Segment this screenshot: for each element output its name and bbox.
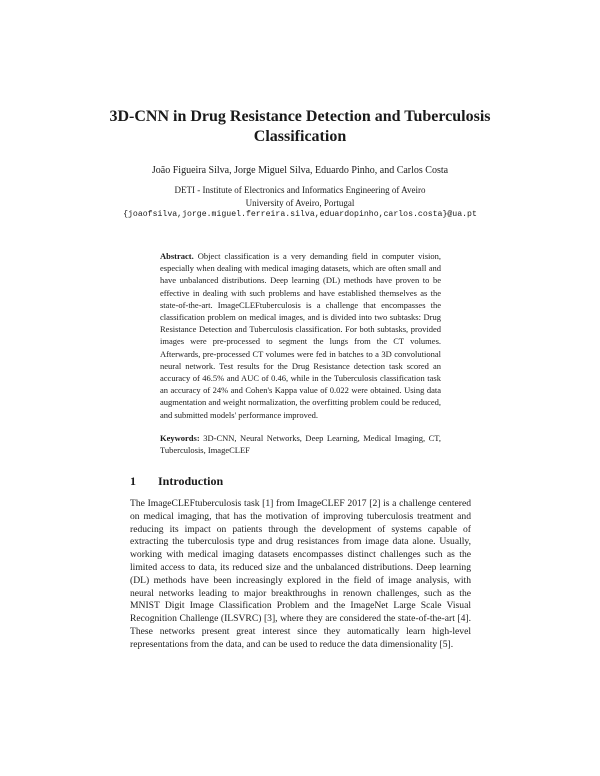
paper-title: 3D-CNN in Drug Resistance Detection and Tuberculosis Classification [109, 108, 491, 145]
abstract [160, 250, 441, 421]
keywords [160, 432, 441, 456]
abstract-label: Abstract. [160, 251, 194, 261]
affiliation-university: University of Aveiro, Portugal [245, 197, 355, 208]
author-emails: {joaofsilva,jorge.miguel.ferreira.silva,eduardopinho,carlos.costa}@ua.pt [123, 210, 477, 219]
section-number: 1 [130, 474, 136, 488]
introduction-paragraph: The ImageCLEFtuberculosis task [1] from ImageCLEF 2017 [2] is a challenge centered on medical imaging, that has the motivation of improving tuberculosis treatment and reducing its impact on patients through the development of systems capable of extracting the tuberculosis type and drug resistances from image data alone. Usually, working with medical imaging datasets encompasses distinct challenges such as the limited access to data, its reduced size and the unbalanced distributions. Deep learning (DL) methods have been increasingly explored in the field of image analysis, with neural networks leading to major breakthroughs in renown challenges, such as the MNIST Digit Image Classification Problem and the ImageNet Large Scale Visual Recognition Challenge (ILSVRC) [3], where they are considered the state-of-the-art [4]. These networks present great interest since they automatically learn high-level representations from the data, and can be used to reduce the data dimensionality [5]. [130, 498, 471, 650]
author-list: João Figueira Silva, Jorge Miguel Silva, Eduardo Pinho, and Carlos Costa [151, 165, 449, 176]
section-title: Introduction [158, 474, 224, 488]
keywords-text: 3D-CNN, Neural Networks, Deep Learning, Medical Imaging, CT, Tuberculosis, ImageCLEF [160, 433, 441, 456]
affiliation-institute: DETI - Institute of Electronics and Informatics Engineering of Aveiro [174, 185, 426, 195]
abstract-text: Object classification is a very demanding field in computer vision, especially when dealing with medical imaging datasets, which are often small and have unbalanced distributions. Deep learning (DL) methods have proven to be effective in dealing with such problems and have established themselves as the state-of-the-art. ImageCLEFtuberculosis is a challenge that encompasses the classification problem on medical images, and is divided into two subtasks: Drug Resistance Detection and Tuberculosis classification. For both subtasks, provided images were pre-processed to segment the lungs from the CT volumes. Afterwards, pre-processed CT volumes were fed in batches to a 3D convolutional neural network. Test results for the Drug Resistance detection task scored an accuracy of 46.5% and AUC of 0.46, while in the Tuberculosis classification task an accuracy of 24% and Cohen's Kappa value of 0.022 were obtained. Using data augmentation and weight normalization, the overfitting problem could be reduced, and submitted models' performance improved. [160, 251, 442, 420]
affiliation-block [80, 184, 520, 222]
section-heading-introduction [130, 474, 223, 489]
keywords-label: Keywords: [160, 433, 200, 443]
